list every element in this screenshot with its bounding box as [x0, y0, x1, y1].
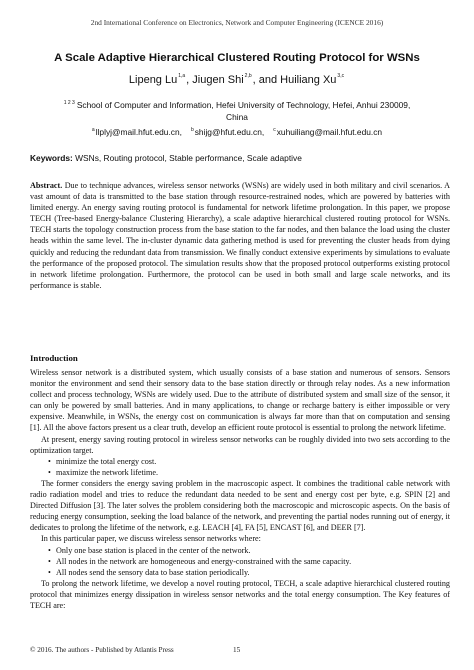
paragraph: In this particular paper, we discuss wireless sensor networks where: — [41, 534, 261, 544]
affiliation-country: China — [226, 112, 248, 122]
abstract — [30, 180, 450, 291]
paper-title: A Scale Adaptive Hierarchical Clustered Routing Protocol for WSNs — [54, 52, 420, 64]
abstract-text: Due to technique advances, wireless sensor networks (WSNs) are widely used in both military and civil scenarios. A vast amount of data is transmitted to the base station through resource-restrained nodes, which are powered by batteries with limited energy. An energy saving routing protocol is fundamental for network lifetime prolongation. In this paper, we propose TECH (Tree-based Energy-balance Clustering Hierarchy), a scale adaptive hierarchical clustered routing protocol for WSNs. TECH starts the topology construction process from the base station to the far nodes, and then balance the load using the cluster heads within the same level. The in-cluster dynamic data gathering method is used for preventing the cluster heads from dying quickly and reducing the redundant data from transmission. We finally conduct extensive experiments by simulations to evaluate the performance of the proposed protocol. The simulation results show that the proposed protocol outperforms existing protocol in network lifetime prolongation. Furthermore, the protocol can be used in both small and large scale networks, and its performance is stable. — [30, 181, 450, 290]
affiliation-superscript: 1 2 3 — [63, 100, 75, 106]
page-number: 15 — [233, 646, 241, 654]
author-name: Jiugen Shi — [192, 74, 244, 86]
author-list — [0, 73, 474, 86]
paragraph: At present, energy saving routing protocol in wireless sensor networks can be roughly divided into two sets according to the optimization target. — [30, 434, 450, 455]
footer-copyright: © 2016. The authors - Published by Atlantis Press — [30, 646, 174, 654]
affiliation-line: School of Computer and Information, Hefei University of Technology, Hefei, Anhui 230009, — [76, 100, 411, 110]
email-superscript: a — [91, 127, 95, 133]
email-address: llplyj@mail.hfut.edu.cn, — [95, 127, 182, 137]
author-separator: , and — [252, 74, 281, 86]
bullet-item: • Only one base station is placed in the center of the network. — [56, 545, 450, 556]
section-heading-introduction: Introduction — [30, 353, 78, 363]
paragraph: Wireless sensor network is a distributed system, which usually consists of a base station and numerous of sensors. Sensors monitor the environment and send their sensory data to the base station directly or through relay nodes. As a new information collect and process technology, WSNs are widely used. Due to the attribute of distributed system and small size of the sensor, it can only be powered by small batteries. And in many applications, to change or recharge battery is either impossible or very expensive. Meanwhile, in WSNs, the energy cost on communication is always far more than that on computation and sensing [1]. All the above factors present us a clear truth, develop an efficient route protocol is essential to prolong the network lifetime. — [30, 368, 450, 433]
keywords — [30, 153, 450, 163]
abstract-label: Abstract. — [30, 181, 63, 190]
bullet-item: • All nodes in the network are homogeneous and energy-constrained with the same capacity. — [56, 556, 450, 567]
author-superscript: 1,a — [178, 73, 186, 79]
keywords-label: Keywords: — [30, 153, 73, 163]
bullet-item: • All nodes send the sensory data to base station periodically. — [56, 567, 450, 578]
email-superscript: b — [190, 127, 194, 133]
paragraph: To prolong the network lifetime, we develop a novel routing protocol, TECH, a scale adaptive hierarchical clustered routing protocol that minimizes energy dissipation in wireless sensor networks and the total energy consumption. The Key features of TECH are: — [30, 578, 450, 610]
author-separator: , — [186, 74, 193, 86]
author-name: Huiliang Xu — [280, 74, 337, 86]
bullet-item: • maximize the network lifetime. — [56, 467, 450, 478]
email-address: shijg@hfut.edu.cn, — [194, 127, 265, 137]
author-name: Lipeng Lu — [128, 74, 178, 86]
introduction-body — [30, 367, 450, 611]
email-address: xuhuiliang@mail.hfut.edu.cn — [276, 127, 383, 137]
keywords-text: WSNs, Routing protocol, Stable performance, Scale adaptive — [72, 153, 302, 163]
author-superscript: 2,b — [244, 73, 252, 79]
paragraph: The former considers the energy saving problem in the macroscopic aspect. It combines the traditional cable network with radio radiation model and tries to reduce the redundant data needed to be sent and energy cost per byte, e.g. SPIN [2] and Directed Diffusion [3]. The later solves the problem considering both the macroscopic and microscopic aspects. On the basis of reducing energy consumption, seeking the load balance of the network, and preventing the partial nodes running out of energy, it dedicates to prolong the lifetime of the network, e.g. LEACH [4], FA [5], ENCAST [6], and DEER [7]. — [30, 478, 450, 533]
email-list — [0, 127, 474, 137]
conference-header: 2nd International Conference on Electronics, Network and Computer Engineering (ICENCE 2016) — [90, 18, 384, 27]
email-superscript: c — [273, 127, 276, 133]
author-superscript: 3,c — [337, 73, 345, 79]
affiliation — [0, 97, 474, 123]
bullet-item: • minimize the total energy cost. — [56, 456, 450, 467]
